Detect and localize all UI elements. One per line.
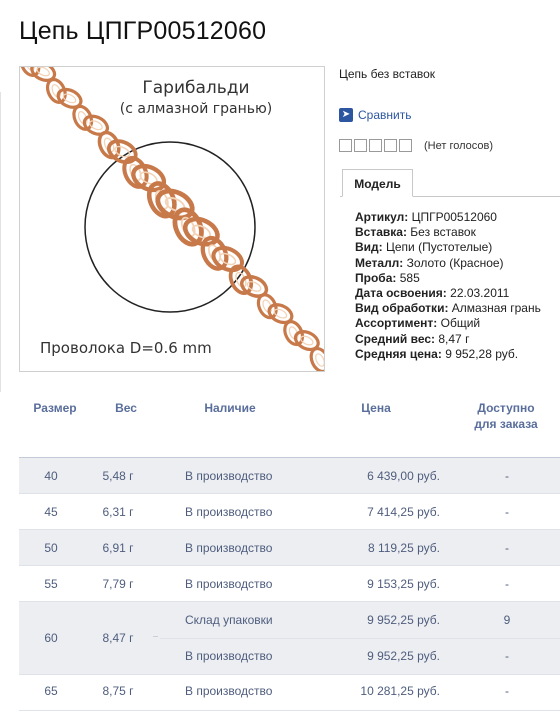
compare-label: Сравнить (358, 108, 412, 122)
table-row-group[interactable] (19, 602, 560, 675)
spec-type (355, 240, 541, 255)
rating-star-icon[interactable] (354, 139, 367, 152)
cell-orderable: - (505, 505, 509, 519)
spec-value: 8,47 г (438, 331, 470, 346)
spec-label: Ассортимент: (355, 316, 438, 331)
image-caption-title: Гарибальди (142, 78, 250, 98)
page-title: Цепь ЦПГР00512060 (19, 17, 267, 45)
spec-article (355, 210, 541, 225)
rating-star-icon[interactable] (399, 139, 412, 152)
cell-weight: 8,47 г (102, 631, 134, 645)
cell-weight: 8,75 г (102, 684, 134, 698)
header-orderable-line2: для заказа (474, 417, 538, 431)
table-row[interactable] (19, 494, 560, 530)
cell-weight: 7,79 г (102, 577, 134, 591)
spec-value: 9 952,28 руб. (445, 346, 519, 361)
spec-value: Алмазная грань (451, 301, 541, 316)
header-orderable-line1: Доступно (477, 401, 535, 415)
table-row[interactable] (19, 530, 560, 566)
cell-price: 9 952,25 руб. (367, 649, 440, 663)
product-subtitle: Цепь без вставок (339, 67, 436, 81)
spec-label: Дата освоения: (355, 286, 447, 301)
spec-date (355, 286, 541, 301)
spec-value: 22.03.2011 (450, 286, 510, 301)
spec-assay (355, 271, 541, 286)
spec-avg-price (355, 347, 541, 362)
chain-link-highlight (299, 334, 314, 346)
spec-label: Металл: (355, 255, 404, 270)
cell-orderable: - (505, 541, 509, 555)
tab-model[interactable]: Модель (342, 169, 413, 197)
cell-weight: 5,48 г (102, 469, 134, 483)
header-availability: Наличие (204, 401, 256, 415)
spec-value: Без вставок (410, 225, 476, 240)
cell-price: 6 439,00 руб. (367, 469, 440, 483)
header-price: Цена (361, 401, 391, 415)
spec-metal (355, 256, 541, 271)
spec-label: Вид обработки: (355, 301, 449, 316)
spec-value: Общий (440, 316, 481, 331)
spec-value: ЦПГР00512060 (411, 210, 497, 224)
table-row[interactable] (19, 566, 560, 602)
cell-orderable: - (505, 577, 509, 591)
cell-price: 9 153,25 руб. (367, 577, 440, 591)
cell-availability: В производство (185, 541, 273, 555)
cell-orderable: - (505, 469, 509, 483)
cell-availability: В производство (185, 684, 273, 698)
cell-price: 9 952,25 руб. (367, 613, 440, 627)
chain-link-highlight (273, 308, 288, 320)
cell-weight: 6,31 г (102, 505, 134, 519)
weight-bracket-line (153, 636, 158, 637)
spec-finish (355, 301, 541, 316)
cell-availability: В производство (185, 505, 273, 519)
header-orderable (466, 400, 546, 432)
rating-widget[interactable] (339, 139, 493, 152)
left-divider (0, 92, 1, 392)
spec-label: Средний вес: (355, 331, 436, 346)
cell-size: 55 (44, 577, 58, 591)
spec-avg-weight (355, 332, 541, 347)
cell-price: 8 119,25 руб. (367, 541, 440, 555)
chain-link (227, 263, 256, 296)
header-size: Размер (33, 401, 77, 415)
spec-label: Средняя цена: (355, 346, 442, 361)
magnifier-circle (85, 142, 255, 312)
spec-value: 585 (399, 270, 420, 285)
cell-price: 10 281,25 руб. (360, 684, 440, 698)
cell-orderable: 9 (503, 613, 511, 627)
spec-value: Цепи (Пустотелые) (386, 240, 493, 255)
product-image[interactable] (19, 66, 325, 372)
cell-size: 45 (44, 505, 58, 519)
cell-orderable: - (505, 649, 509, 663)
cell-size: 40 (44, 469, 58, 483)
cell-orderable: - (505, 684, 509, 698)
header-weight: Вес (115, 401, 137, 415)
cell-size: 60 (44, 631, 58, 645)
spec-label: Проба: (355, 270, 397, 285)
cell-availability: В производство (185, 577, 273, 591)
spec-value: Золото (Красное) (406, 255, 504, 270)
spec-label: Вид: (355, 240, 383, 255)
cell-weight: 6,91 г (102, 541, 134, 555)
chain-link-highlight (88, 119, 103, 131)
rating-star-icon[interactable] (384, 139, 397, 152)
chain-link (105, 137, 139, 166)
spec-assortment (355, 316, 541, 331)
sub-row-divider (160, 638, 560, 639)
cell-availability: В производство (185, 649, 273, 663)
image-caption-subtitle: (с алмазной гранью) (119, 101, 273, 117)
cell-availability: В производство (185, 469, 273, 483)
cell-size: 50 (44, 541, 58, 555)
image-caption-wire: Проволока D=0.6 mm (40, 339, 212, 357)
arrow-right-icon: ➤ (339, 108, 353, 122)
table-row[interactable] (19, 675, 560, 711)
compare-link[interactable] (339, 108, 411, 122)
cell-availability: Склад упаковки (185, 613, 273, 627)
rating-star-icon[interactable] (339, 139, 352, 152)
spec-label: Вставка: (355, 225, 407, 240)
spec-insert (355, 225, 541, 240)
rating-star-icon[interactable] (369, 139, 382, 152)
table-row[interactable] (19, 458, 560, 494)
spec-list (355, 210, 541, 362)
rating-votes-text: (Нет голосов) (424, 139, 494, 152)
cell-price: 7 414,25 руб. (367, 505, 440, 519)
cell-size: 65 (44, 684, 58, 698)
table-header (0, 392, 560, 456)
spec-label: Артикул: (355, 210, 409, 224)
